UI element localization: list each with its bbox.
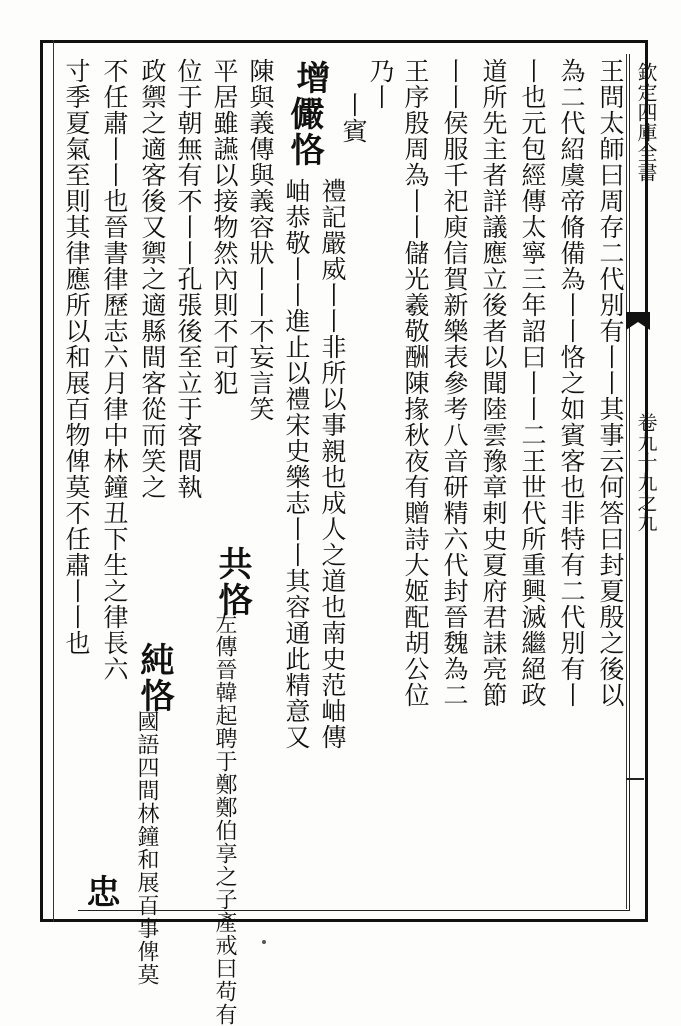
section-heading-yanke: 儼恪 bbox=[284, 96, 324, 168]
section-line-7: 不任肅丨丨也晉書律歷志六月律中林鐘丑下生之律長六 bbox=[100, 58, 129, 682]
section-line-3: 陳與義傳與義容狀丨丨不妄言笑 bbox=[246, 58, 275, 422]
sub-text-zuozhuan: 左傳晉韓起聘于鄭鄭伯享之子產戒曰苟有 bbox=[212, 612, 237, 1026]
text-column-7: 乃丨 bbox=[366, 58, 395, 110]
margin-rule bbox=[626, 54, 627, 909]
left-edge-border bbox=[40, 40, 54, 922]
sub-text-guoyu: 國語四間林鐘和展百事俾莫 bbox=[134, 710, 159, 986]
text-column-3: 丨也元包經傳太寧三年詔曰丨丨二王世代所重興滅繼絕政 bbox=[518, 58, 547, 708]
section-line-8: 寸季夏氣至則其律應所以和展百物俾莫不任肅丨丨也 bbox=[62, 58, 91, 656]
ink-speck bbox=[262, 940, 266, 944]
fishtail-mark-icon bbox=[626, 312, 650, 330]
margin-tick bbox=[626, 778, 644, 780]
text-column-2: 為二代紹虞帝脩備為丨丨恪之如賓客也非特有二代別有丨 bbox=[557, 58, 586, 708]
section-line-5: 位于朝無有不丨丨孔張後至立于客間執 bbox=[174, 58, 203, 500]
text-column-5: 丨丨侯服千祀庾信賀新樂表參考八音研精六代封晉魏為二 bbox=[440, 58, 469, 708]
section-line-6: 政禦之適客後又禦之適縣間客從而笑之 bbox=[138, 58, 167, 500]
text-column-1: 王問太師曰周存二代別有丨丨其事云何答曰封夏殷之後以 bbox=[596, 58, 625, 708]
section-line-2: 岫恭敬丨丨進止以禮宋史樂志丨丨其容通此精意又 bbox=[282, 178, 311, 750]
text-column-4: 道所先主者詳議應立後者以聞陸雲豫章剌史夏府君誄亮節 bbox=[479, 58, 508, 708]
section-line-1: 禮記嚴威丨丨非所以事親也成人之道也南史范岫傳 bbox=[318, 178, 347, 750]
text-column-8: 丨賓 bbox=[339, 92, 368, 144]
sub-heading-chunke: 純恪 bbox=[134, 642, 174, 714]
section-line-4: 平居雖讌以接物然內則不可犯 bbox=[210, 58, 239, 396]
text-column-6: 王序殷周為丨丨儲光羲敬酬陳掾秋夜有贈詩大姬配胡公位 bbox=[401, 58, 430, 708]
section-heading-zeng: 增 bbox=[290, 60, 330, 96]
book-title: 欽定四庫全書 bbox=[634, 62, 658, 182]
sub-heading-gongke: 共恪 bbox=[212, 546, 252, 618]
end-character: 忠 bbox=[80, 874, 120, 910]
volume-label: 卷九十九之九 bbox=[634, 412, 658, 532]
